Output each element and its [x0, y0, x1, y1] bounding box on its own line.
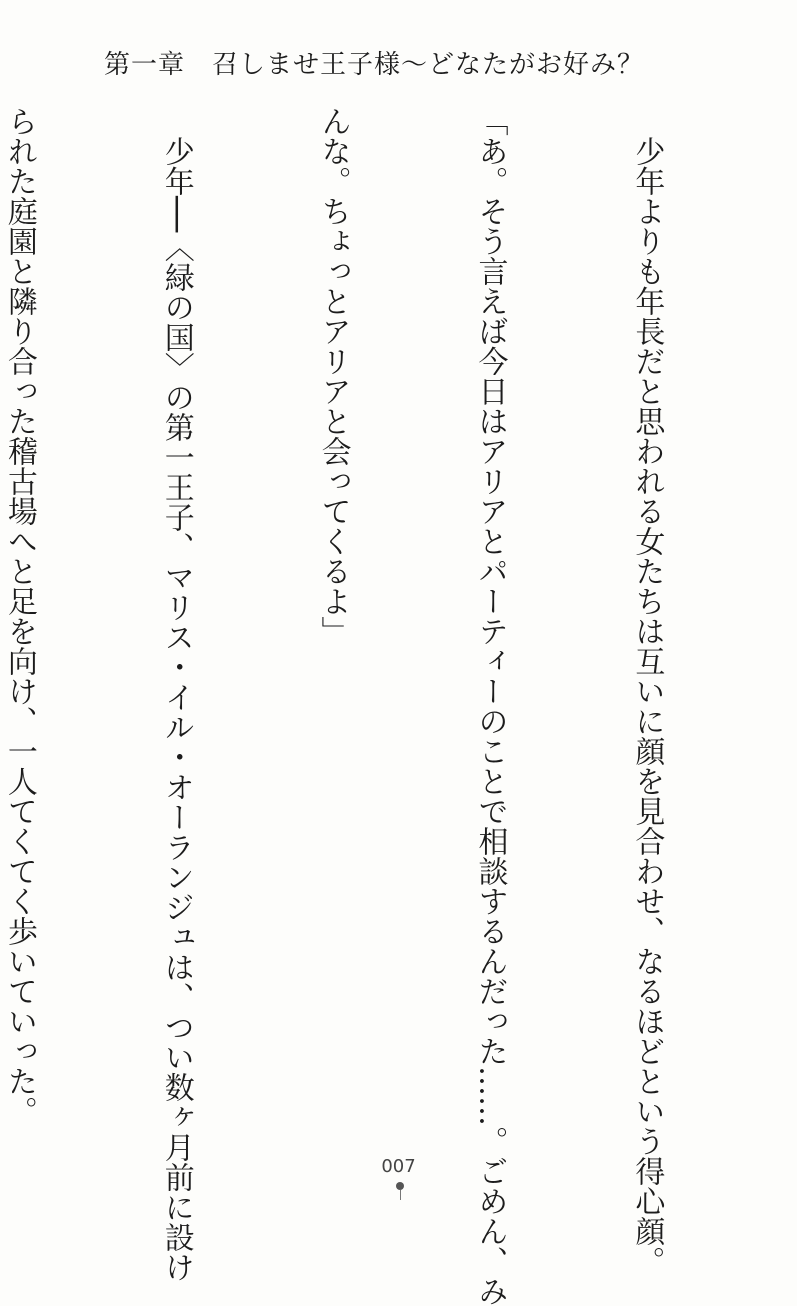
- page-number: 007: [381, 1156, 416, 1177]
- text-column: られた庭園と隣り合った稽古場へと足を向け、一人てくてく歩いていった。: [1, 106, 37, 1126]
- text-column: 「あ。そう言えば今日はアリアとパーティーのことで相談するんだった……。ごめん、み: [472, 106, 508, 1306]
- text-column: 少年──〈緑の国〉の第一王子、マリス・イル・オーランジュは、つい数ヶ月前に設け: [158, 106, 194, 1283]
- folio-ornament: [396, 1182, 404, 1190]
- text-column: 少年よりも年長だと思われる女たちは互いに顔を見合わせ、なるほどという得心顔。: [629, 106, 665, 1276]
- running-head: 第一章 召しませ王子様〜どなたがお好み？: [104, 50, 645, 80]
- folio-ornament-line: [400, 1190, 401, 1200]
- text-column: んな。ちょっとアリアと会ってくるよ」: [315, 106, 351, 646]
